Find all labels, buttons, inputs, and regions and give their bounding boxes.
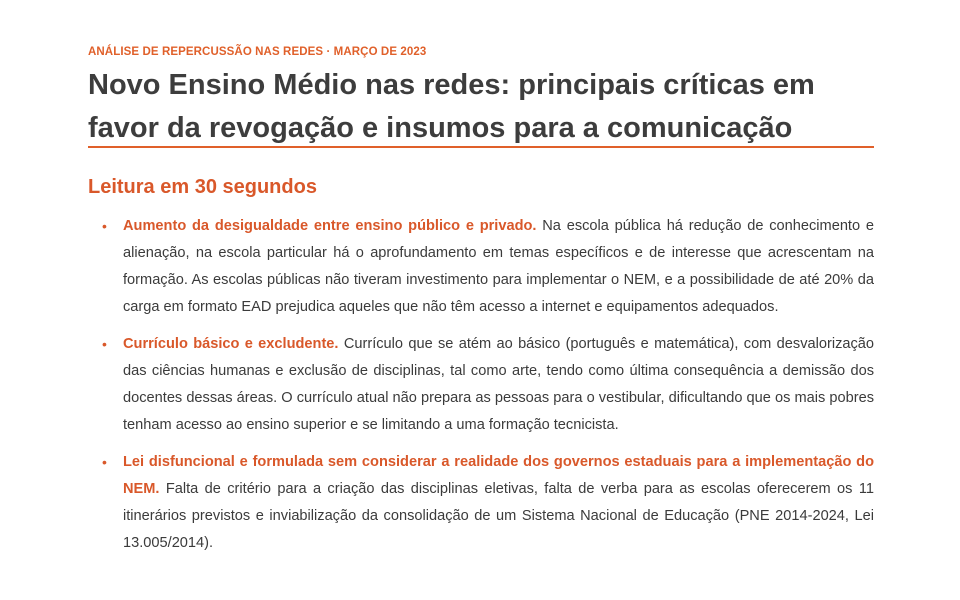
summary-bullet <box>88 331 874 439</box>
bullet-lead: Lei disfuncional e formulada sem considerar a realidade dos governos estaduais para a implementação do NEM. <box>123 454 874 497</box>
bullet-lead: Aumento da desigualdade entre ensino público e privado. <box>123 218 543 234</box>
title-divider <box>88 146 874 148</box>
bullet-text: Currículo que se atém ao básico (português e matemática), com desvalorização das ciências humanas e exclusão de disciplinas, tal como arte, tendo como última consequência a demissão dos docentes dessas áreas. O currículo atual não prepara as pessoas para o vestibular, dificultando que os mais pobres tenham acesso ao ensino superior e se limitando a uma formação tecnicista. <box>123 336 874 433</box>
summary-bullet <box>88 213 874 321</box>
bullet-lead: Currículo básico e excludente. <box>123 336 344 352</box>
section-heading: Leitura em 30 segundos <box>88 176 317 198</box>
bullet-text: Na escola pública há redução de conhecimento e alienação, na escola particular há o aprofundamento em temas específicos e de interesse que acrescentam na formação. As escolas públicas não tiveram investimento para implementar o NEM, e a possibilidade de até 20% da carga em formato EAD prejudica aqueles que não têm acesso a internet e equipamentos adequados. <box>123 218 874 315</box>
bullet-dot-icon: • <box>102 454 107 470</box>
bullet-dot-icon: • <box>102 336 107 352</box>
document-page <box>88 0 874 600</box>
summary-bullet <box>88 449 874 557</box>
document-title: Novo Ensino Médio nas redes: principais críticas em favor da revogação e insumos para a comunicação <box>88 69 815 144</box>
bullet-dot-icon: • <box>102 218 107 234</box>
report-kicker: ANÁLISE DE REPERCUSSÃO NAS REDES · MARÇO DE 2023 <box>88 46 427 58</box>
summary-bullet-list <box>88 213 874 567</box>
bullet-text: Falta de critério para a criação das disciplinas eletivas, falta de verba para as escolas oferecerem os 11 itinerários previstos e inviabilização da consolidação de um Sistema Nacional de Educação (PNE 2014-2024, Lei 13.005/2014). <box>123 481 874 551</box>
